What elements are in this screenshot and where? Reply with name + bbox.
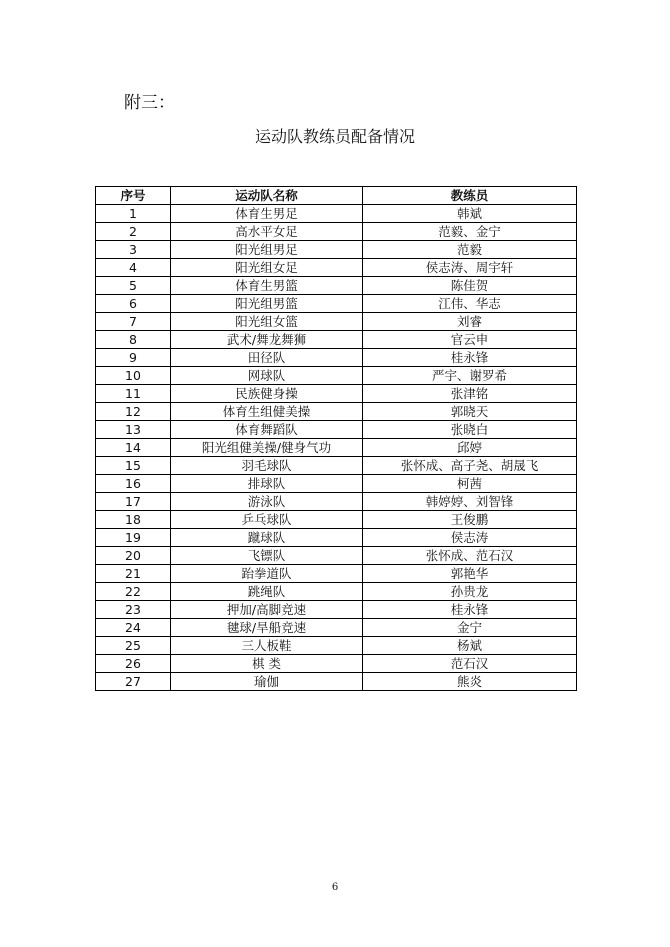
cell-team-name: 飞镖队 [171, 547, 363, 565]
cell-index: 14 [96, 439, 171, 457]
cell-coach: 郭晓天 [363, 403, 577, 421]
cell-coach: 侯志涛 [363, 529, 577, 547]
table-body [96, 205, 577, 691]
coach-table [95, 186, 577, 691]
table-row [96, 367, 577, 385]
cell-index: 8 [96, 331, 171, 349]
cell-team-name: 瑜伽 [171, 673, 363, 691]
cell-index: 6 [96, 295, 171, 313]
cell-index: 4 [96, 259, 171, 277]
cell-coach: 江伟、华志 [363, 295, 577, 313]
cell-index: 18 [96, 511, 171, 529]
table-row [96, 475, 577, 493]
table-row [96, 421, 577, 439]
cell-team-name: 排球队 [171, 475, 363, 493]
table-row [96, 385, 577, 403]
cell-index: 11 [96, 385, 171, 403]
cell-coach: 韩斌 [363, 205, 577, 223]
cell-index: 15 [96, 457, 171, 475]
cell-index: 25 [96, 637, 171, 655]
cell-team-name: 跳绳队 [171, 583, 363, 601]
table-row [96, 223, 577, 241]
cell-index: 5 [96, 277, 171, 295]
cell-coach: 韩婷婷、刘智锋 [363, 493, 577, 511]
cell-coach: 郭艳华 [363, 565, 577, 583]
appendix-label: 附三： [124, 93, 175, 113]
cell-index: 24 [96, 619, 171, 637]
cell-index: 17 [96, 493, 171, 511]
cell-index: 1 [96, 205, 171, 223]
table-row [96, 565, 577, 583]
cell-coach: 侯志涛、周宇轩 [363, 259, 577, 277]
table-row [96, 493, 577, 511]
cell-index: 9 [96, 349, 171, 367]
cell-team-name: 体育舞蹈队 [171, 421, 363, 439]
cell-team-name: 毽球/旱船竞速 [171, 619, 363, 637]
cell-team-name: 阳光组健美操/健身气功 [171, 439, 363, 457]
cell-team-name: 三人板鞋 [171, 637, 363, 655]
table-row [96, 241, 577, 259]
cell-coach: 严宇、谢罗希 [363, 367, 577, 385]
cell-index: 19 [96, 529, 171, 547]
cell-index: 16 [96, 475, 171, 493]
cell-coach: 陈佳贺 [363, 277, 577, 295]
header-coach: 教练员 [363, 187, 577, 205]
cell-index: 23 [96, 601, 171, 619]
table-row [96, 601, 577, 619]
cell-index: 20 [96, 547, 171, 565]
cell-team-name: 田径队 [171, 349, 363, 367]
cell-team-name: 跆拳道队 [171, 565, 363, 583]
page-number: 6 [331, 882, 339, 893]
cell-coach: 官云申 [363, 331, 577, 349]
cell-team-name: 体育生男足 [171, 205, 363, 223]
cell-index: 26 [96, 655, 171, 673]
cell-coach: 柯茜 [363, 475, 577, 493]
cell-index: 27 [96, 673, 171, 691]
cell-coach: 桂永锋 [363, 349, 577, 367]
cell-coach: 刘睿 [363, 313, 577, 331]
cell-team-name: 阳光组女篮 [171, 313, 363, 331]
table-row [96, 439, 577, 457]
cell-coach: 金宁 [363, 619, 577, 637]
table-row [96, 295, 577, 313]
cell-team-name: 阳光组女足 [171, 259, 363, 277]
cell-team-name: 网球队 [171, 367, 363, 385]
cell-index: 2 [96, 223, 171, 241]
table-row [96, 529, 577, 547]
page-title: 运动队教练员配备情况 [254, 127, 415, 146]
cell-team-name: 体育生男篮 [171, 277, 363, 295]
cell-index: 13 [96, 421, 171, 439]
header-team-name: 运动队名称 [171, 187, 363, 205]
cell-team-name: 蹴球队 [171, 529, 363, 547]
cell-team-name: 阳光组男足 [171, 241, 363, 259]
cell-index: 12 [96, 403, 171, 421]
cell-team-name: 武术/舞龙舞狮 [171, 331, 363, 349]
cell-coach: 张津铭 [363, 385, 577, 403]
table-row [96, 277, 577, 295]
table-row [96, 511, 577, 529]
cell-index: 21 [96, 565, 171, 583]
table-row [96, 259, 577, 277]
cell-team-name: 民族健身操 [171, 385, 363, 403]
table-header-row [96, 187, 577, 205]
cell-coach: 杨斌 [363, 637, 577, 655]
cell-team-name: 高水平女足 [171, 223, 363, 241]
cell-index: 22 [96, 583, 171, 601]
table-row [96, 619, 577, 637]
cell-coach: 范毅 [363, 241, 577, 259]
table-row [96, 457, 577, 475]
cell-coach: 邱婷 [363, 439, 577, 457]
cell-index: 3 [96, 241, 171, 259]
cell-coach: 孙贵龙 [363, 583, 577, 601]
cell-team-name: 押加/高脚竞速 [171, 601, 363, 619]
cell-team-name: 游泳队 [171, 493, 363, 511]
cell-coach: 熊炎 [363, 673, 577, 691]
cell-coach: 范毅、金宁 [363, 223, 577, 241]
table-row [96, 331, 577, 349]
table-row [96, 673, 577, 691]
cell-coach: 张怀成、高子尧、胡晟飞 [363, 457, 577, 475]
cell-index: 7 [96, 313, 171, 331]
cell-team-name: 乒乓球队 [171, 511, 363, 529]
table-row [96, 313, 577, 331]
table-row [96, 403, 577, 421]
table-row [96, 655, 577, 673]
cell-team-name: 棋 类 [171, 655, 363, 673]
table-row [96, 349, 577, 367]
table-row [96, 205, 577, 223]
table-row [96, 637, 577, 655]
cell-index: 10 [96, 367, 171, 385]
cell-coach: 张晓白 [363, 421, 577, 439]
cell-team-name: 体育生组健美操 [171, 403, 363, 421]
header-index: 序号 [96, 187, 171, 205]
cell-coach: 范石汉 [363, 655, 577, 673]
cell-coach: 王俊鹏 [363, 511, 577, 529]
cell-team-name: 羽毛球队 [171, 457, 363, 475]
cell-coach: 张怀成、范石汉 [363, 547, 577, 565]
table-row [96, 547, 577, 565]
cell-coach: 桂永锋 [363, 601, 577, 619]
table-row [96, 583, 577, 601]
cell-team-name: 阳光组男篮 [171, 295, 363, 313]
